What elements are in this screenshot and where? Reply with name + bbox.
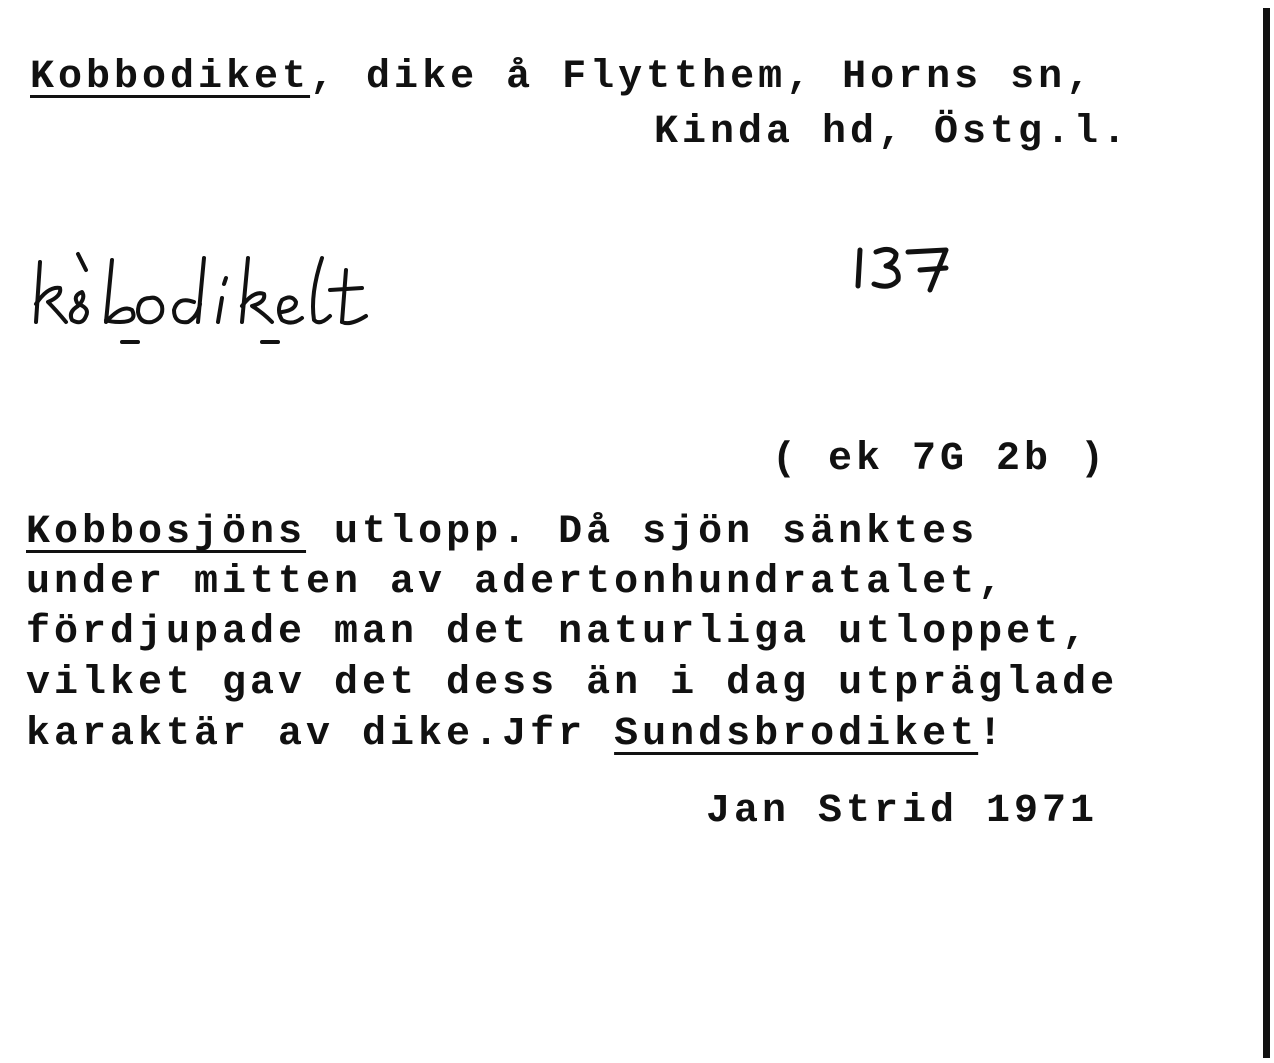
body-line-5 (26, 712, 1007, 757)
body-line-4: vilket gav det dess än i dag utpräglade (26, 661, 1119, 706)
body-link-sundsbrodiket: Sundsbrodiket (614, 712, 979, 757)
body-line-3: fördjupade man det naturliga utloppet, (26, 610, 1091, 655)
body-line-5-text: karaktär av dike.Jfr (26, 712, 615, 757)
body-link-kobbosjons: Kobbosjöns (26, 510, 307, 555)
handwritten-pronunciation (26, 234, 426, 354)
body-line-2: under mitten av adertonhundratalet, (26, 560, 1007, 605)
header-line-1 (30, 55, 1095, 100)
body-line-1 (26, 510, 979, 555)
handwritten-number (846, 240, 966, 300)
map-reference: ( ek 7G 2b ) (772, 437, 1109, 482)
headword: Kobbodiket (30, 55, 311, 100)
signature: Jan Strid 1971 (706, 789, 1099, 834)
header-location: , dike å Flytthem, Horns sn, (310, 55, 1095, 100)
card-edge-line (1263, 8, 1270, 1058)
body-line-5-end: ! (978, 712, 1007, 757)
body-line-1-text: utlopp. Då sjön sänktes (306, 510, 979, 555)
header-line-2: Kinda hd, Östg.l. (654, 110, 1131, 155)
